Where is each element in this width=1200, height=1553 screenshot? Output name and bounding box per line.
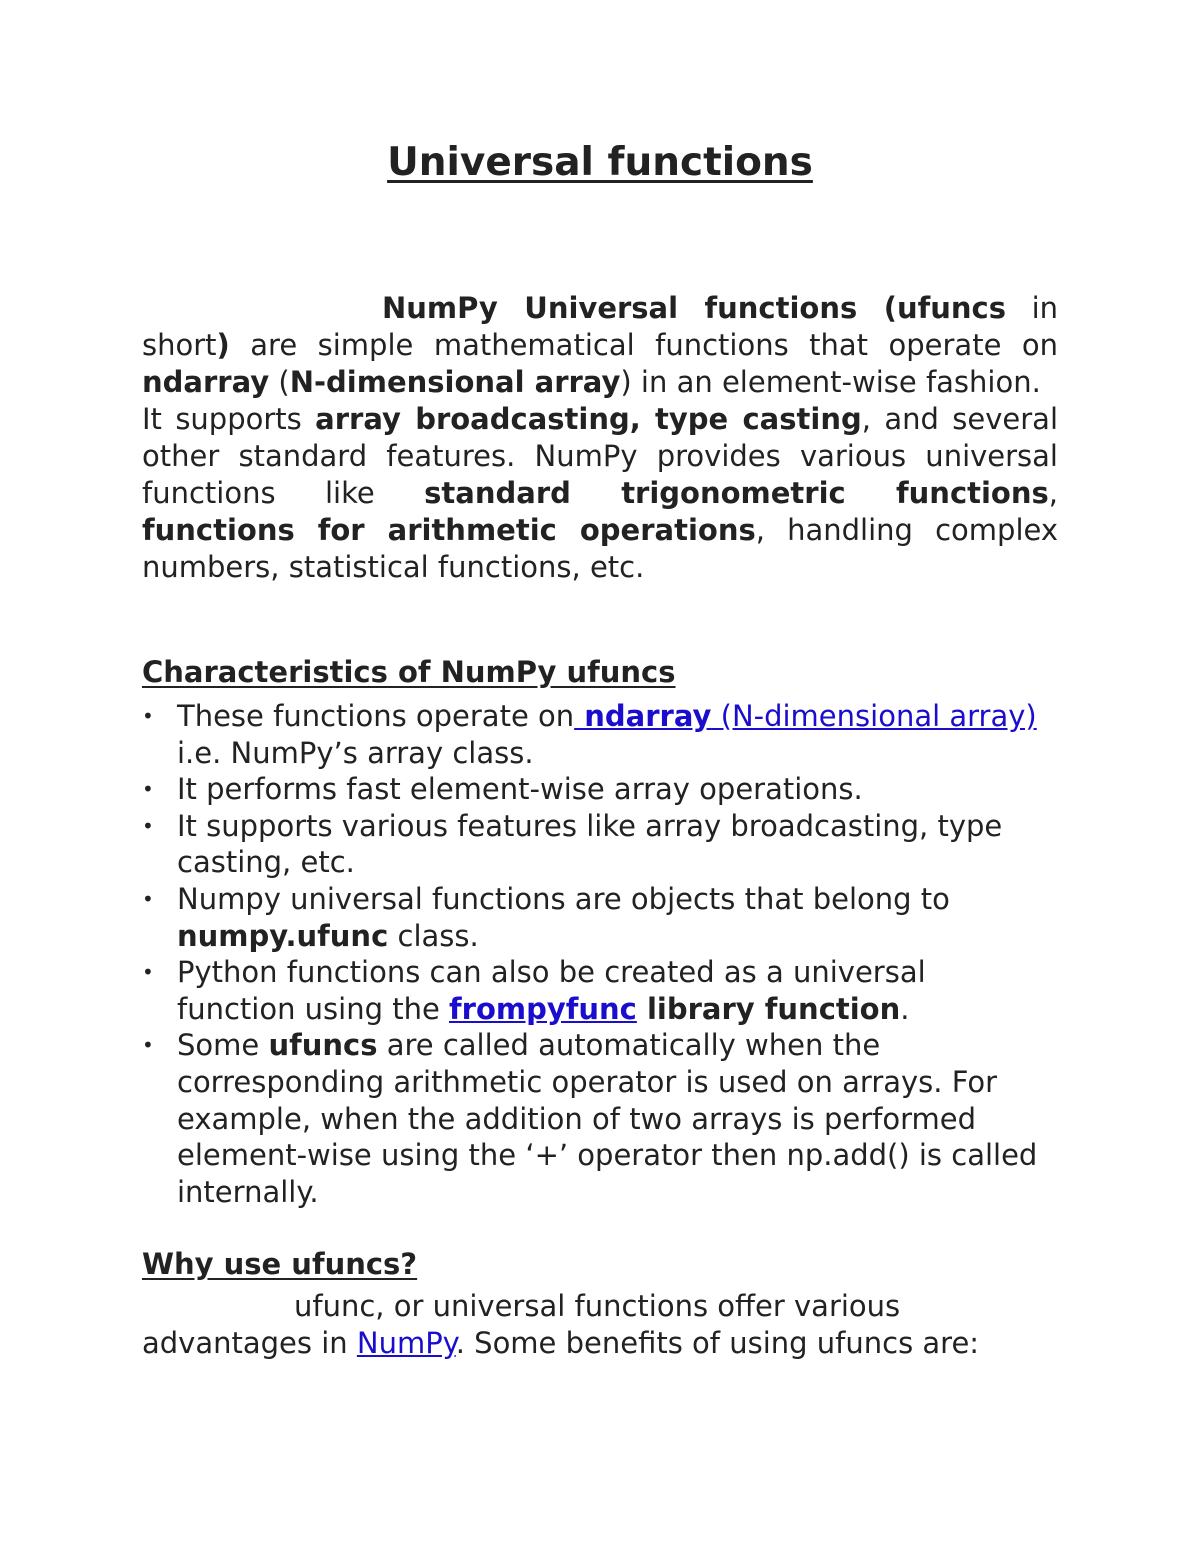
list-item: • It supports various features like array broadcasting, type casting, etc. [142,808,1042,881]
intro-bold-trig: standard trigonometric functions [424,476,1049,510]
list-item [142,881,1042,954]
why-heading: Why use ufuncs? [142,1247,418,1281]
bullet-text: Numpy universal functions are objects that belong to [177,881,950,916]
intro-bold-broadcast: array broadcasting, type casting [315,402,862,436]
intro-bold-ndim: N-dimensional array [289,365,621,399]
intro-text-1: in short [142,291,1059,362]
library-function-bold: library function [636,991,901,1026]
intro-text-2: are simple mathematical functions that operate on [229,328,1058,362]
ufunc-class-bold: numpy.ufunc [177,918,389,953]
ufuncs-bold: ufuncs [268,1028,378,1063]
bullet-text: Some [177,1028,269,1063]
list-item: • It performs fast element-wise array operations. [142,771,1042,808]
characteristics-list [142,698,1042,1210]
list-item [142,1027,1042,1210]
intro-text-3: ( [269,365,290,399]
intro-bold-1: NumPy Universal functions (ufuncs [382,291,1006,325]
ndarray-link-bold: ndarray [574,699,712,733]
intro-bold-ndarray: ndarray [142,365,270,399]
intro-text-6: , and several other standard features. NumPy provides various universal functions like [142,402,1059,510]
list-item [142,954,1042,1027]
numpy-link[interactable]: NumPy [356,1325,456,1360]
bullet-text: Python functions can also be created as a universal function using the [177,955,926,1026]
bullet-text: These functions operate on [177,699,575,733]
bullet-text: . [900,991,910,1026]
intro-bold-2: ) [216,328,230,362]
page-title: Universal functions [387,140,813,185]
bullet-text: i.e. NumPy’s array class. [177,735,534,770]
list-item [142,698,1042,771]
frompyfunc-link-text: frompyfunc [449,991,637,1026]
why-paragraph [142,1288,1042,1361]
bullet-text: class. [388,918,479,953]
frompyfunc-link[interactable] [449,992,637,1026]
characteristics-heading: Characteristics of NumPy ufuncs [142,655,676,689]
why-text-2: . Some benefits of using ufuncs are: [455,1325,980,1360]
bullet-text: are called automatically when the corresponding arithmetic operator is used on arrays. For example, when the addition of two arrays is performed element-wise using the ‘+’ operator then np.add() is called internally. [177,1028,1038,1209]
intro-text-4: ) in an element-wise fashion. [620,365,1041,399]
why-text-1: ufunc, or universal functions offer various advantages in [142,1289,901,1360]
intro-text-5: It supports [142,402,316,436]
ndarray-link[interactable] [574,699,1037,733]
intro-bold-arith: functions for arithmetic operations [142,513,756,547]
intro-text-7: , [1048,476,1058,510]
ndarray-link-text: (N-dimensional array) [711,699,1037,733]
intro-paragraph [142,290,1058,586]
intro-text-8: , handling complex numbers, statistical functions, etc. [142,513,1058,584]
